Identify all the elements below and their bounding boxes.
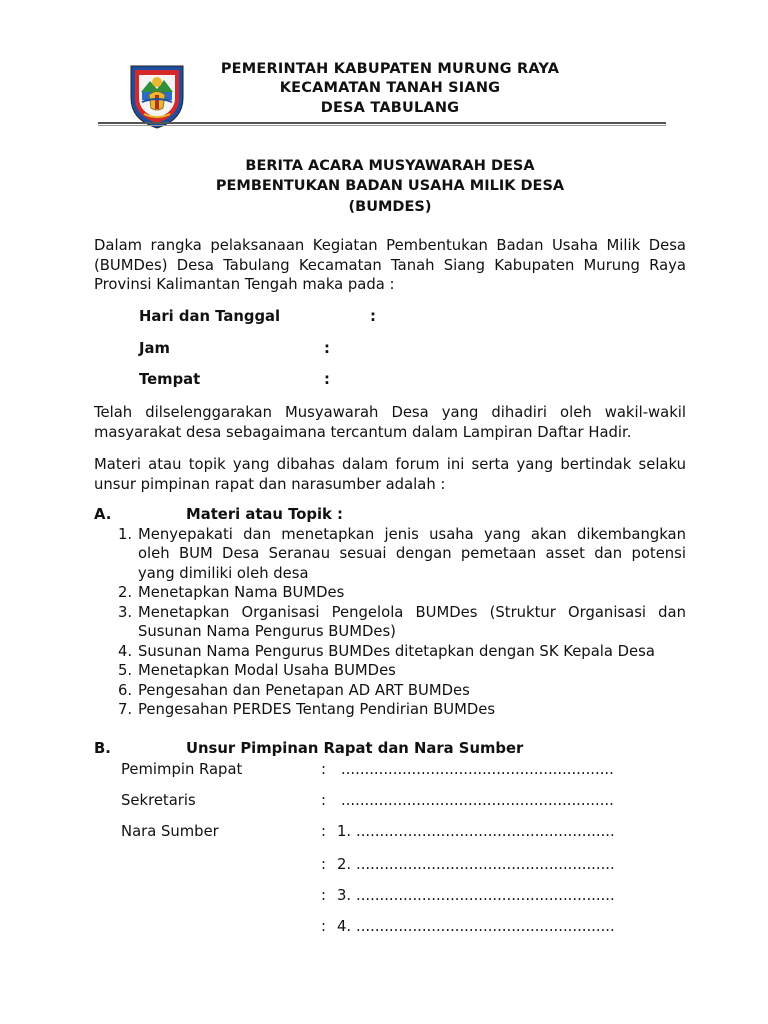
sekretaris-label: Sekretaris: [121, 792, 196, 809]
list-item-line: Pengesahan PERDES Tentang Pendirian BUMDes: [138, 701, 496, 718]
list-item: [118, 681, 686, 700]
section-b-letter: B.: [94, 740, 111, 757]
sekretaris-blank: ..........................................................: [341, 792, 614, 809]
held-paragraph: [94, 403, 686, 442]
list-item-number: 6.: [118, 682, 133, 699]
title-line-3: (BUMDES): [348, 199, 432, 215]
pemimpin-rapat-blank: ..........................................................: [341, 761, 614, 778]
list-item-line: Menetapkan Nama BUMDes: [138, 584, 345, 601]
section-a-heading: Materi atau Topik :: [186, 506, 343, 523]
nara-sumber-colon: :: [321, 887, 326, 904]
tempat-colon: :: [324, 371, 330, 388]
list-item-number: 2.: [118, 584, 133, 601]
kop-divider-thin: [98, 125, 666, 126]
list-item-line: Menetapkan Modal Usaha BUMDes: [138, 662, 396, 679]
list-item-number: 1.: [118, 526, 133, 543]
list-item-line: oleh BUM Desa Seranau sesuai dengan pemetaan asset dan potensi: [138, 545, 686, 563]
list-item-line: Susunan Nama Pengurus BUMDes ditetapkan dengan SK Kepala Desa: [138, 643, 655, 660]
title-line-2: PEMBENTUKAN BADAN USAHA MILIK DESA: [215, 178, 565, 194]
list-item-number: 3.: [118, 604, 133, 621]
nara-sumber-blank: .......................................................: [356, 887, 615, 904]
nara-sumber-colon: :: [321, 918, 326, 935]
list-item-line: Menyepakati dan menetapkan jenis usaha yang akan dikembangkan: [138, 526, 686, 543]
intro-line-3: Provinsi Kalimantan Tengah maka pada :: [94, 276, 395, 293]
section-b-heading: Unsur Pimpinan Rapat dan Nara Sumber: [186, 740, 524, 757]
list-item: [118, 603, 686, 642]
list-item: [118, 642, 686, 661]
kabupaten-logo: [128, 62, 186, 130]
sekretaris-colon: :: [321, 792, 326, 809]
pemimpin-rapat-label: Pemimpin Rapat: [121, 761, 243, 778]
intro-paragraph: [94, 236, 686, 295]
nara-sumber-number: 4.: [337, 918, 352, 935]
nara-sumber-blank: .......................................................: [356, 823, 615, 840]
topic-line-2: unsur pimpinan rapat dan narasumber adalah :: [94, 475, 446, 493]
nara-sumber-colon: :: [321, 823, 326, 840]
title-line-1: BERITA ACARA MUSYAWARAH DESA: [245, 158, 535, 174]
held-line-1: Telah dilselenggarakan Musyawarah Desa yang dihadiri oleh wakil-wakil: [94, 404, 686, 421]
kop-divider: [98, 122, 666, 124]
pemimpin-rapat-colon: :: [321, 761, 326, 778]
nara-sumber-colon: :: [321, 856, 326, 873]
list-item: [118, 700, 686, 719]
intro-line-2: (BUMDes) Desa Tabulang Kecamatan Tanah Siang Kabupaten Murung Raya: [94, 256, 686, 274]
section-a-letter: A.: [94, 506, 112, 523]
nara-sumber-number: 2.: [337, 856, 352, 873]
intro-line-1: Dalam rangka pelaksanaan Kegiatan Pembentukan Badan Usaha Milik Desa: [94, 237, 686, 254]
hari-tanggal-colon: :: [370, 308, 376, 325]
kop-line-1: PEMERINTAH KABUPATEN MURUNG RAYA: [220, 61, 560, 77]
list-item-line: Menetapkan Organisasi Pengelola BUMDes (Struktur Organisasi dan: [138, 604, 686, 621]
nara-sumber-number: 1.: [337, 823, 352, 840]
topic-line-1: Materi atau topik yang dibahas dalam forum ini serta yang bertindak selaku: [94, 456, 686, 473]
nara-sumber-label: Nara Sumber: [121, 823, 219, 840]
list-item-line: Pengesahan dan Penetapan AD ART BUMDes: [138, 682, 470, 699]
list-item-number: 4.: [118, 643, 133, 660]
list-item-number: 5.: [118, 662, 133, 679]
jam-colon: :: [324, 340, 330, 357]
kop-line-3: DESA TABULANG: [320, 100, 460, 116]
list-item-line: Susunan Nama Pengurus BUMDes): [138, 623, 396, 641]
tempat-label: Tempat: [139, 371, 201, 388]
topic-paragraph: [94, 455, 686, 494]
kop-line-2: KECAMATAN TANAH SIANG: [279, 80, 501, 96]
held-line-2: masyarakat desa sebagaimana tercantum dalam Lampiran Daftar Hadir.: [94, 423, 632, 441]
jam-label: Jam: [139, 340, 170, 357]
list-item-line: yang dimiliki oleh desa: [138, 564, 309, 582]
list-item: [118, 661, 686, 680]
hari-tanggal-label: Hari dan Tanggal: [139, 308, 281, 325]
list-item: [118, 525, 686, 583]
nara-sumber-blank: .......................................................: [356, 856, 615, 873]
list-item-number: 7.: [118, 701, 133, 718]
list-item: [118, 583, 686, 602]
nara-sumber-number: 3.: [337, 887, 352, 904]
nara-sumber-blank: .......................................................: [356, 918, 615, 935]
